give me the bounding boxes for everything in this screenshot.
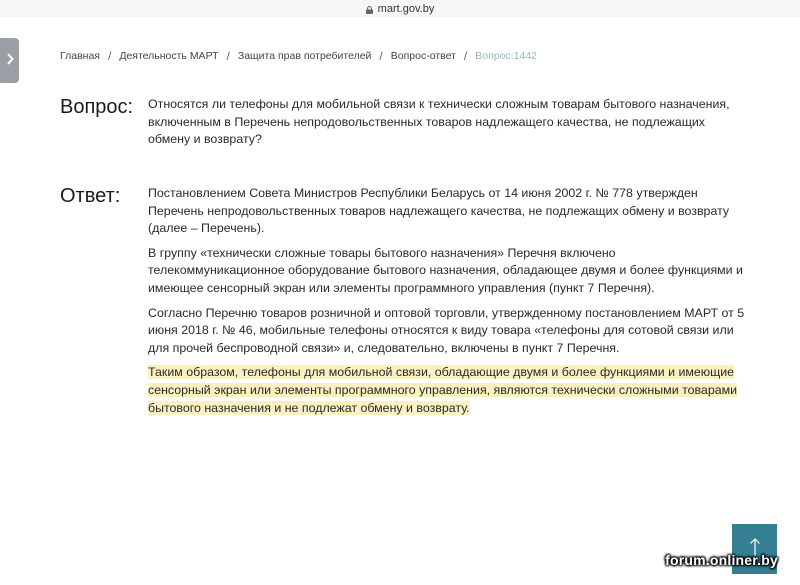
watermark: forum.onliner.by <box>665 552 778 568</box>
answer-paragraph: Согласно Перечню товаров розничной и оптовой торговли, утвержденному постановлением МАРТ от 5 июня 2018 г. № 46, мобильные телефоны относятся к виду товара «телефоны для сотовой связи или для прочей беспроводной связи» и, следовательно, включены в пункт 7 Перечня. <box>148 305 745 355</box>
url-text: mart.gov.by <box>377 2 435 15</box>
question-text: Относятся ли телефоны для мобильной связи к технически сложным товарам бытового назначения, включенным в Перечень непродовольственных товаров надлежащего качества, не подлежащих обмену и возврату? <box>148 97 730 147</box>
side-panel-toggle[interactable] <box>0 38 19 83</box>
answer-label: Ответ: <box>60 185 121 207</box>
answer-paragraph: В группу «технически сложные товары бытового назначения» Перечня включено телекоммуникационное оборудование бытового назначения, обладающее двумя и более функциями и имеющее сенсорный экран или элементы программного управления (пункт 7 Перечня). <box>148 245 743 295</box>
breadcrumb-activity[interactable]: Деятельность МАРТ <box>119 50 219 62</box>
breadcrumb-home[interactable]: Главная <box>60 50 100 62</box>
highlighted-text: Таким образом, телефоны для мобильной связи, обладающие двумя и более функциями и имеющие сенсорный экран или элементы программного управления, являются технически сложными товарами бытового назначения и не подлежат обмену и возврату. <box>148 365 738 415</box>
question-label: Вопрос: <box>60 96 134 118</box>
breadcrumb-consumer-rights[interactable]: Защита прав потребителей <box>237 50 372 62</box>
breadcrumb <box>60 49 537 63</box>
breadcrumb-separator: / <box>463 49 468 63</box>
breadcrumb-qa[interactable]: Вопрос-ответ <box>390 50 456 62</box>
chevron-right-icon <box>6 52 14 70</box>
answer-conclusion <box>148 364 748 417</box>
answer-paragraph: Постановлением Совета Министров Республики Беларусь от 14 июня 2002 г. № 778 утвержден Перечень непродовольственных товаров надлежащего качества, не подлежащих обмену и возврату (далее – Перечень). <box>148 186 730 236</box>
breadcrumb-current: Вопрос:1442 <box>475 50 537 62</box>
lock-icon <box>366 6 373 14</box>
answer-body <box>148 185 748 424</box>
breadcrumb-separator: / <box>379 49 383 63</box>
breadcrumb-separator: / <box>226 49 230 63</box>
breadcrumb-separator: / <box>107 49 112 63</box>
address-bar[interactable] <box>0 0 800 17</box>
